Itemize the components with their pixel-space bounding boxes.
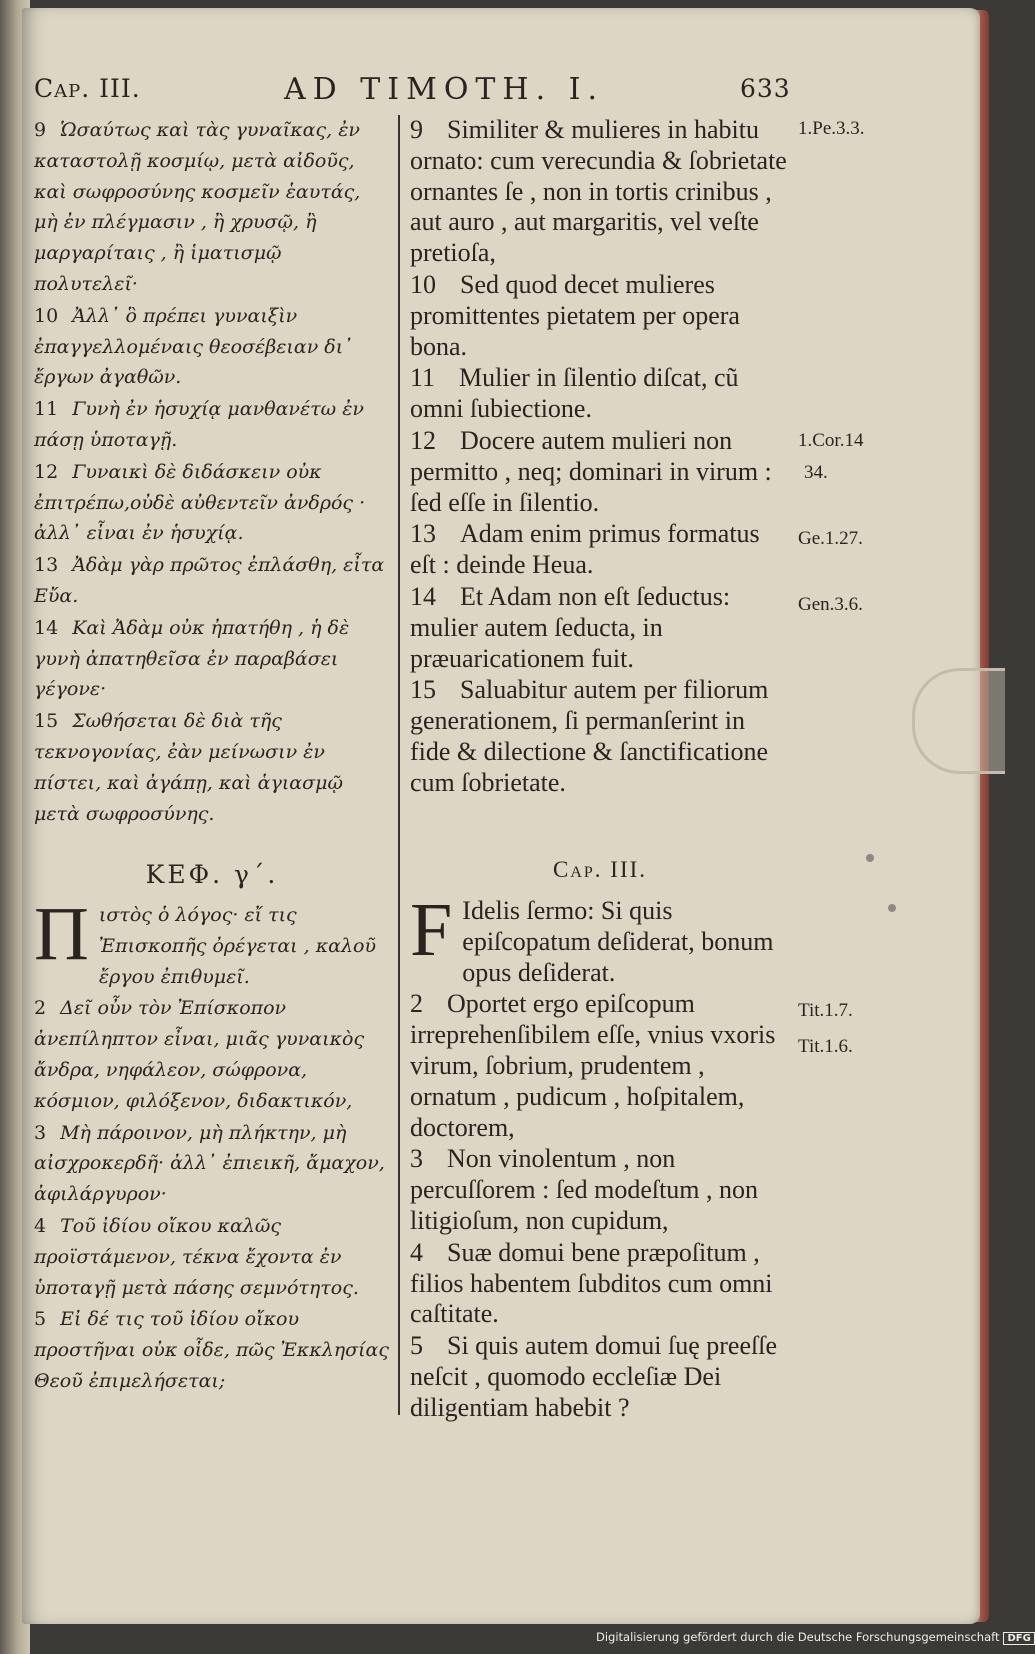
latin-column-top: [410, 115, 790, 800]
latin-verse: 15 Saluabitur autem per filiorum generationem, ſi permanſerint in fide & dilectione & ſanctificatione cum ſobrietate.: [410, 675, 769, 797]
latin-verse: 2 Oportet ergo epiſcopum irreprehenſibilem eſſe, vnius vxoris virum, ſobrium, prudentem , ornatum , pudicum , hoſpitalem, doctorem,: [410, 989, 776, 1142]
greek-drop-cap: Π: [34, 892, 89, 976]
latin-verse: 4 Suæ domui bene præpoſitum , filios habentem ſubditos cum omni caſtitate.: [410, 1237, 773, 1329]
credit-text: Digitalisierung gefördert durch die Deutsche Forschungsgemeinschaft: [596, 1630, 1000, 1644]
greek-verse: 4 Τοῦ ἰδίου οἴκου καλῶς προϊστάμενον, τέκνα ἔχοντα ἐν ὑποταγῇ μετὰ πάσης σεμνότητος.: [34, 1214, 359, 1299]
latin-chapter-heading: Cap. III.: [552, 857, 648, 882]
greek-column-bottom: [34, 892, 390, 1398]
greek-verse: 11 Γυνὴ ἐν ἡσυχίᾳ μανθανέτω ἐν πάσῃ ὑποταγῇ.: [34, 398, 364, 451]
column-divider: [398, 115, 400, 1415]
latin-verse: 11 Mulier in ſilentio diſcat, cũ omni ſubiectione.: [410, 363, 739, 424]
margin-note: 1.Cor.14: [798, 430, 864, 451]
page-spot: [888, 904, 896, 912]
greek-verse: 12 Γυναικὶ δὲ διδάσκειν οὐκ ἐπιτρέπω,οὐδὲ αὐθεντεῖν ἀνδρός · ἀλλ᾽ εἶναι ἐν ἡσυχίᾳ.: [34, 460, 366, 545]
page-spot: [866, 854, 874, 862]
page-number: 633: [740, 74, 791, 103]
header-chapter: Cap. III.: [34, 74, 141, 103]
greek-verse: 9 Ὡσαύτως καὶ τὰς γυναῖκας, ἐν καταστολῇ κοσμίῳ, μετὰ αἰδοῦς, καὶ σωφροσύνης κοσμεῖν ἑαυτάς, μὴ ἐν πλέγμασιν , ἢ χρυσῷ, ἢ μαργαρίταις , ἢ ἱματισμῷ πολυτελεῖ·: [34, 119, 361, 295]
greek-column-top: [34, 115, 390, 830]
margin-note: Tit.1.6.: [798, 1036, 853, 1057]
latin-verse: 13 Adam enim primus formatus eſt : deinde Heua.: [410, 519, 760, 580]
greek-verse: 10 Ἀλλ᾽ ὃ πρέπει γυναιξὶν ἐπαγγελλομέναις θεοσέβειαν δι᾽ ἔργων ἀγαθῶν.: [34, 304, 353, 389]
page-clasp: [912, 668, 1005, 774]
latin-verse: 9 Similiter & mulieres in habitu ornato: cum verecundia & ſobrietate ornantes ſe , non in tortis crinibus , aut auro , aut margaritis, vel veſte pretioſa,: [410, 115, 787, 268]
latin-verse: F Idelis ſermo: Si quis epiſcopatum deſiderat, bonum opus deſiderat.: [410, 888, 774, 987]
greek-verse: 2 Δεῖ οὖν τὸν Ἐπίσκοπον ἀνεπίληπτον εἶναι, μιᾶς γυναικὸς ἄνδρα, νηφάλεον, σώφρονα, κόσμιον, φιλόξενον, διδακτικόν,: [34, 997, 365, 1112]
latin-verse: 12 Docere autem mulieri non permitto , neq; dominari in virum : ſed eſſe in ſilentio.: [410, 425, 772, 517]
greek-verse: Πιστὸς ὁ λόγος· εἴ τις Ἐπισκοπῆς ὀρέγεται , καλοῦ ἔργου ἐπιθυμεῖ.: [34, 892, 377, 988]
latin-drop-cap: F: [410, 888, 453, 972]
latin-column-bottom: [410, 888, 790, 1425]
header-title: AD TIMOTH. I.: [284, 72, 605, 107]
latin-verse: 5 Si quis autem domui ſuę preeſſe neſcit , quomodo eccleſiæ Dei diligentiam habebit ?: [410, 1331, 777, 1422]
margin-note: 1.Pe.3.3.: [798, 118, 865, 139]
margin-note: Tit.1.7.: [798, 1000, 853, 1021]
greek-chapter-heading: ΚΕΦ. γ΄.: [145, 860, 279, 889]
digitization-credit: [596, 1630, 1031, 1650]
greek-verse: 15 Σωθήσεται δὲ διὰ τῆς τεκνογονίας, ἐὰν μείνωσιν ἐν πίστει, καὶ ἀγάπῃ, καὶ ἁγιασμῷ μετὰ σωφροσύνης.: [34, 710, 343, 825]
latin-verse: 3 Non vinolentum , non percuſſorem : ſed modeſtum , non litigioſum, non cupidum,: [410, 1144, 759, 1235]
greek-verse: 5 Εἰ δέ τις τοῦ ἰδίου οἴκου προστῆναι οὐκ οἶδε, πῶς Ἐκκλησίας Θεοῦ ἐπιμελήσεται;: [34, 1308, 390, 1392]
margin-note: Ge.1.27.: [798, 528, 863, 549]
greek-verse: 3 Μὴ πάροινον, μὴ πλήκτην, μὴ αἰσχροκερδῆ· ἀλλ᾽ ἐπιεικῆ, ἄμαχον, ἀφιλάργυρον·: [34, 1121, 385, 1206]
margin-note: Gen.3.6.: [798, 594, 863, 615]
running-header: [34, 72, 794, 112]
latin-verse: 10 Sed quod decet mulieres promittentes pietatem per opera bona.: [410, 269, 740, 361]
margin-note: 34.: [804, 462, 828, 483]
greek-verse: 14 Καὶ Ἀδὰμ οὐκ ἠπατήθη , ἡ δὲ γυνὴ ἀπατηθεῖσα ἐν παραβάσει γέγονε·: [34, 616, 350, 701]
dfg-logo: DFG: [1003, 1632, 1034, 1645]
latin-verse: 14 Et Adam non eſt ſeductus: mulier autem ſeducta, in præuaricationem fuit.: [410, 581, 731, 673]
greek-verse: 13 Ἀδὰμ γὰρ πρῶτος ἐπλάσθη, εἶτα Εὔα.: [34, 554, 385, 607]
